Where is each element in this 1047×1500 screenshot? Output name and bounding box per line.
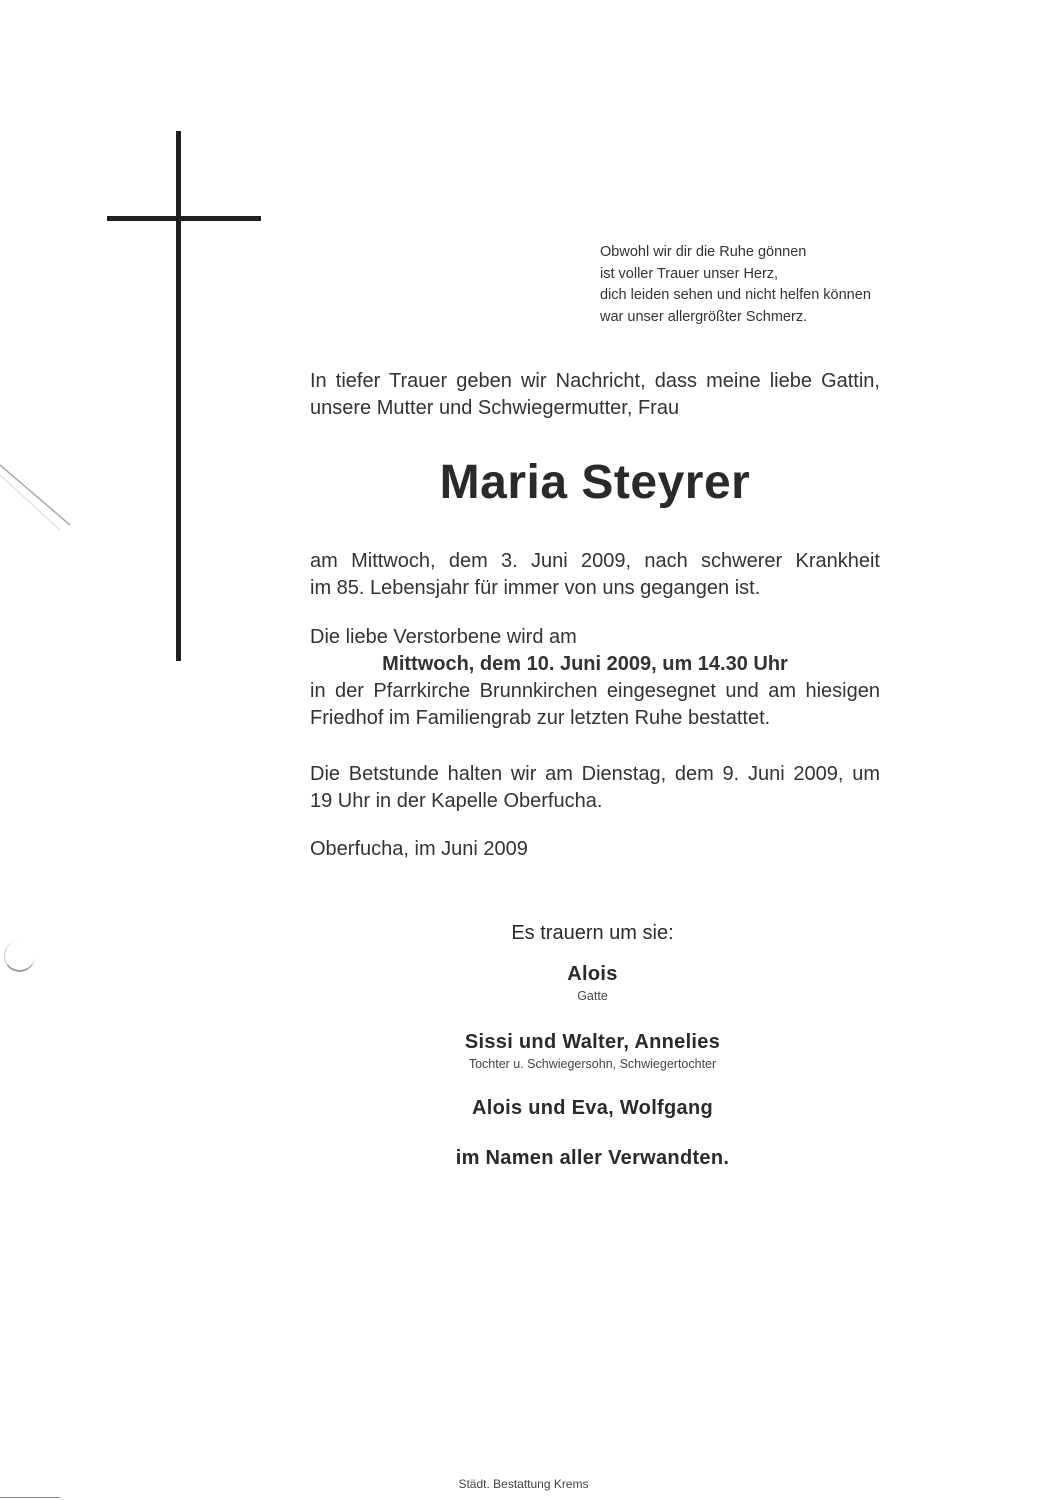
poem <box>600 242 871 328</box>
poem-line: war unser allergrößter Schmerz. <box>600 308 808 325</box>
mourners-intro: Es trauern um sie: <box>511 922 674 944</box>
place-date: Oberfucha, im Juni 2009 <box>310 838 528 860</box>
mourners-section <box>350 920 835 1171</box>
mourner-group <box>350 1029 835 1073</box>
cross-icon-horizontal <box>107 216 261 221</box>
poem-line: ist voller Trauer unser Herz, <box>600 265 779 282</box>
announcement-intro <box>310 368 880 422</box>
vigil-line: 19 Uhr in der Kapelle Oberfucha. <box>310 790 603 812</box>
intro-line: In tiefer Trauer geben wir Nachricht, dass meine liebe Gattin, <box>310 370 880 392</box>
mourner-names: Alois und Eva, Wolfgang <box>472 1097 713 1119</box>
mourner-group <box>350 1095 835 1121</box>
funeral-line: Friedhof im Familiengrab zur letzten Ruhe bestattet. <box>310 707 771 729</box>
mourner-role: Tochter u. Schwiegersohn, Schwiegertochter <box>468 1057 717 1071</box>
funeral-notice <box>310 624 880 732</box>
poem-line: Obwohl wir dir die Ruhe gönnen <box>600 244 807 260</box>
funeral-line: Die liebe Verstorbene wird am <box>310 626 577 648</box>
funeral-date: Mittwoch, dem 10. Juni 2009, um 14.30 Uhr <box>382 653 788 675</box>
death-notice <box>310 548 880 602</box>
punch-hole-artifact <box>4 940 35 972</box>
scan-fold-artifact <box>0 455 80 535</box>
funeral-home-footer: Städt. Bestattung Krems <box>458 1477 589 1491</box>
mourner-names: im Namen aller Verwandten. <box>455 1147 730 1169</box>
cross-icon-vertical <box>176 131 181 661</box>
death-line: am Mittwoch, dem 3. Juni 2009, nach schwerer Krankheit <box>310 550 880 572</box>
vigil-notice <box>310 761 880 815</box>
funeral-line: in der Pfarrkirche Brunnkirchen eingesegnet und am hiesigen <box>310 680 880 702</box>
deceased-name: Maria Steyrer <box>439 456 751 509</box>
death-line: im 85. Lebensjahr für immer von uns gegangen ist. <box>310 577 761 599</box>
mourner-group <box>350 1145 835 1171</box>
mourner-role: Gatte <box>577 989 608 1003</box>
poem-line: dich leiden sehen und nicht helfen können <box>600 287 871 303</box>
mourner-names: Sissi und Walter, Annelies <box>464 1031 721 1053</box>
mourner-group <box>350 961 835 1005</box>
vigil-line: Die Betstunde halten wir am Dienstag, dem 9. Juni 2009, um <box>310 763 880 785</box>
intro-line: unsere Mutter und Schwiegermutter, Frau <box>310 397 680 419</box>
footer-divider <box>0 1497 60 1498</box>
mourner-names: Alois <box>567 963 618 985</box>
